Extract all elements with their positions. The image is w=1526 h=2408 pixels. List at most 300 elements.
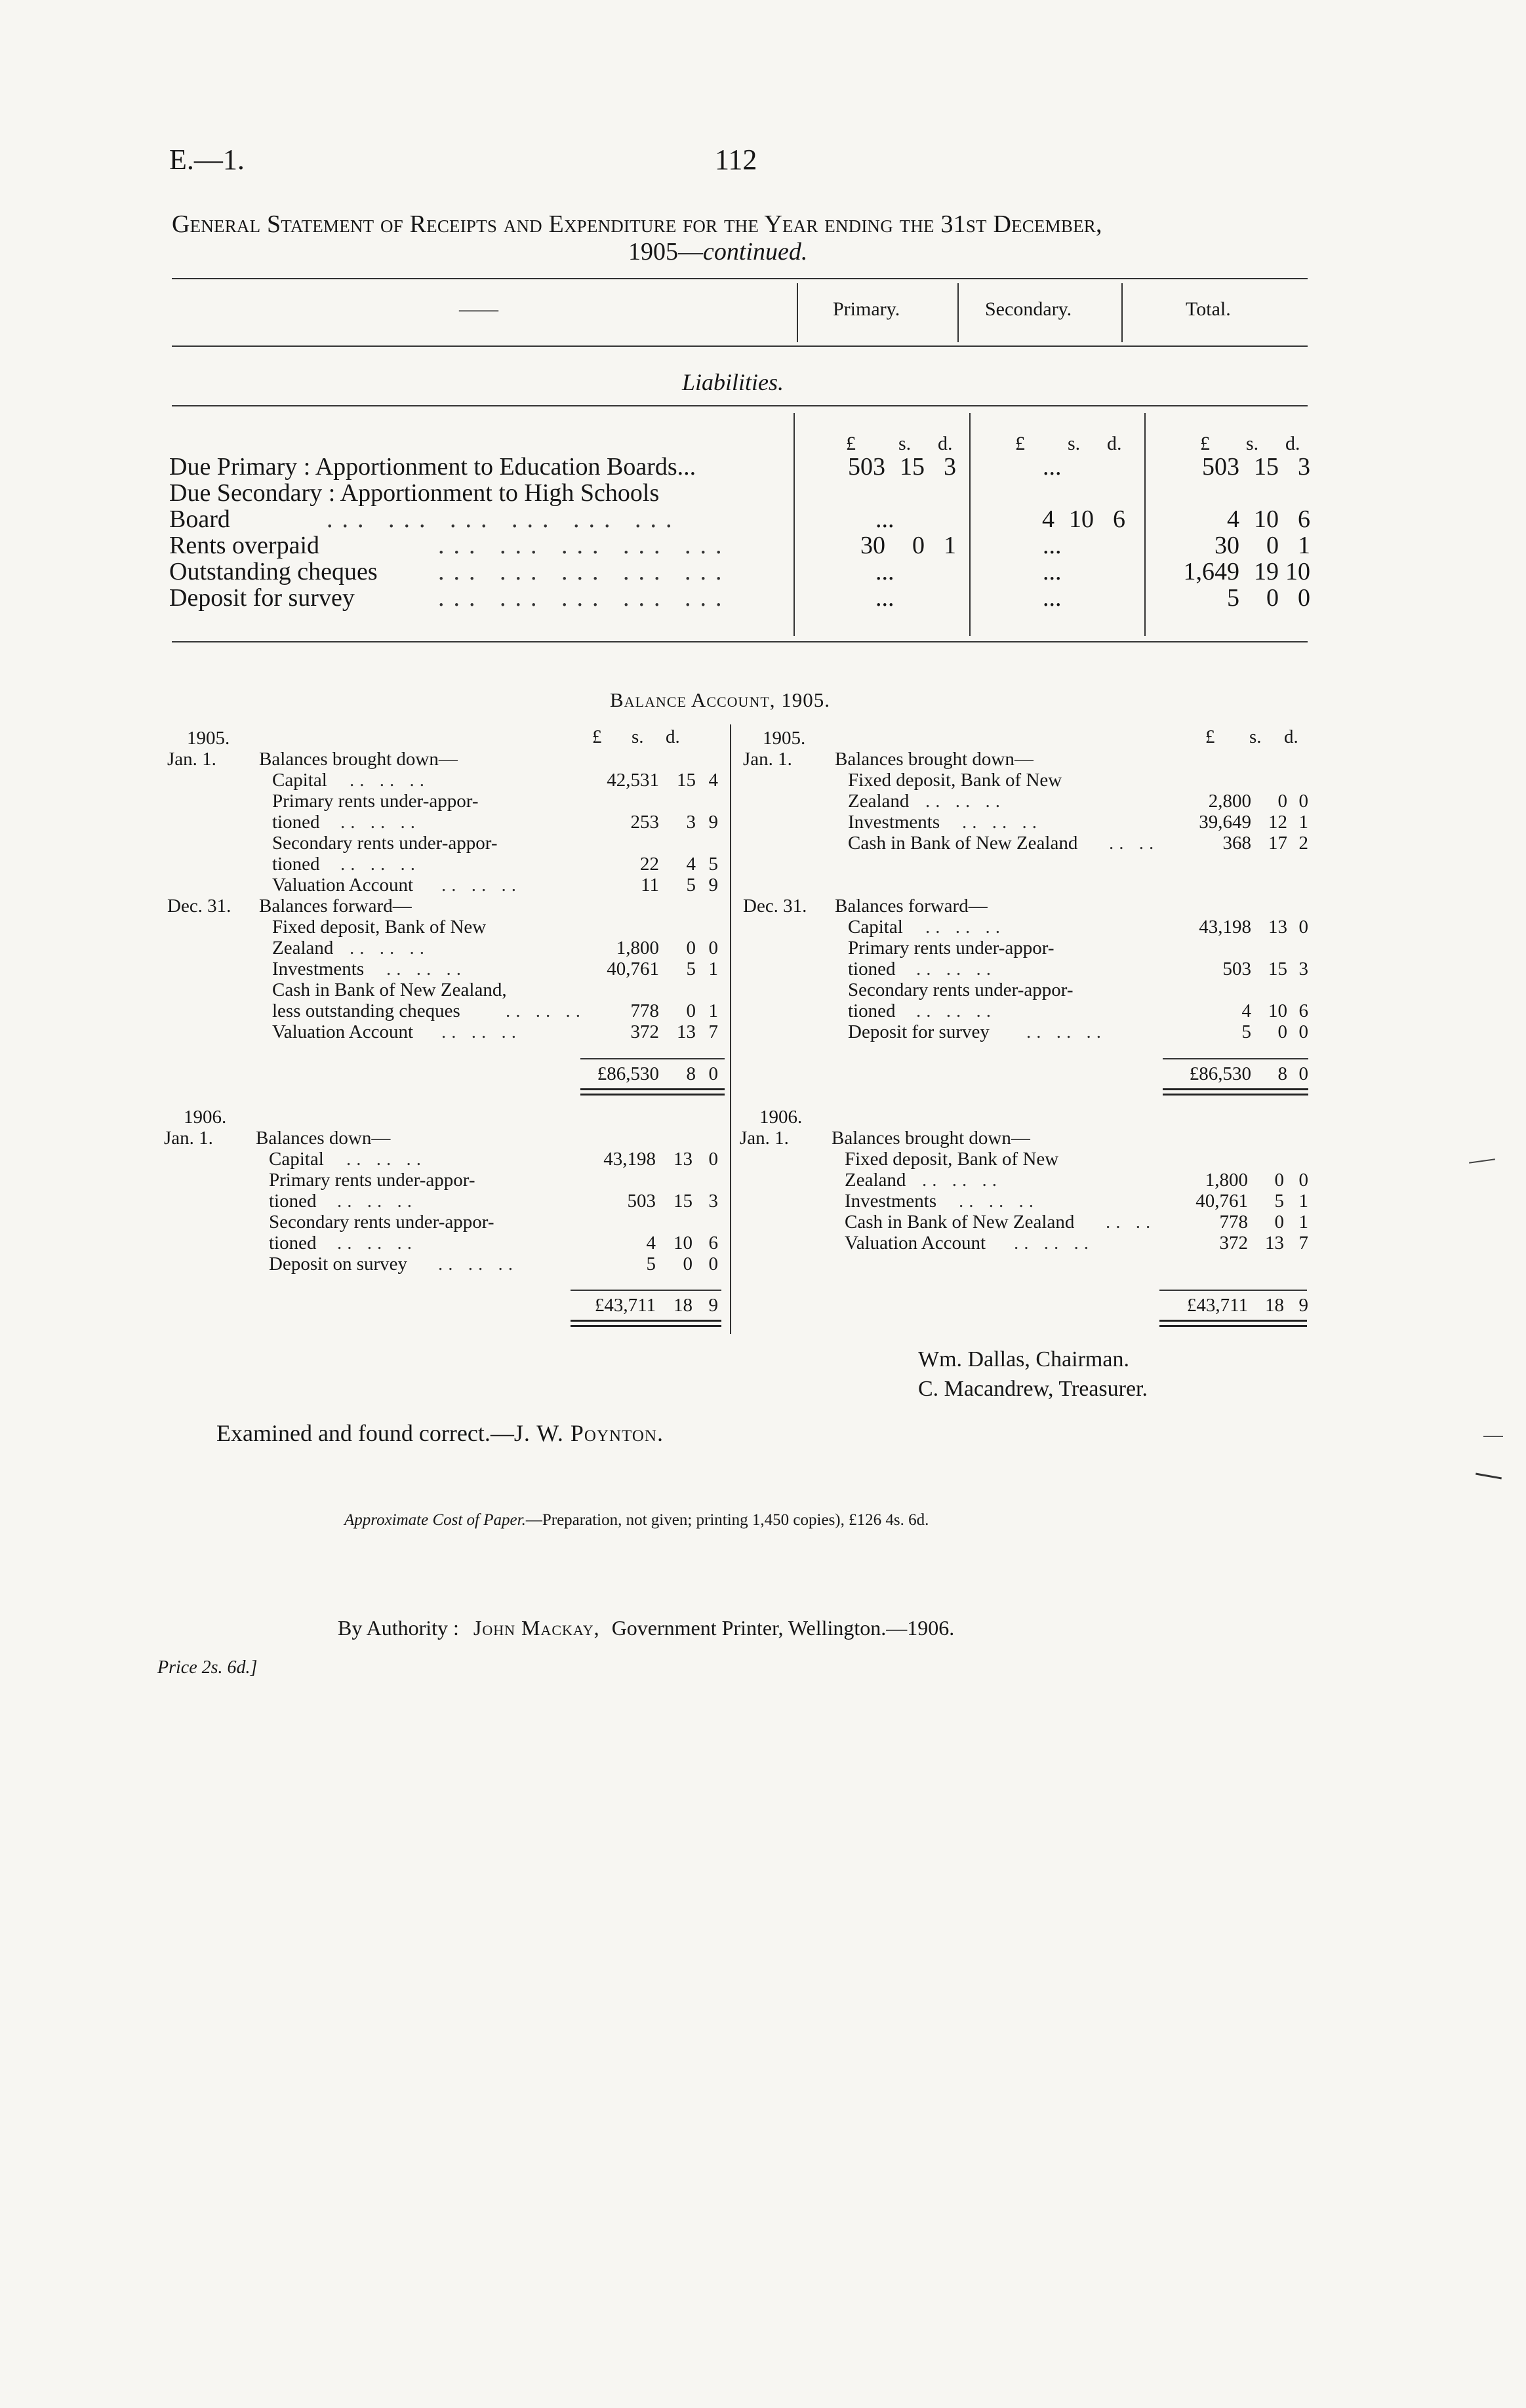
ledger-line	[743, 728, 1307, 749]
ledger-line	[167, 749, 725, 770]
examined-text: Examined and found correct.—	[216, 1420, 514, 1446]
total-pounds: 4	[1227, 505, 1239, 533]
ledger-line	[743, 749, 1307, 770]
ledger-text: Balances down—	[256, 1128, 391, 1149]
amount-shillings: 0	[683, 1253, 693, 1274]
dot-leader: .. ..	[1109, 833, 1159, 854]
amount-pence: 3	[1298, 958, 1308, 979]
ledger-text: Balances brought down—	[259, 749, 458, 770]
ledger-text: Cash in Bank of New Zealand	[845, 1212, 1075, 1233]
primary-pence: 3	[944, 453, 956, 481]
ledger-line	[743, 958, 1307, 979]
dot-leader: .. .. ..	[916, 958, 996, 979]
ledger-line	[743, 854, 1307, 875]
liabilities-bottom-rule	[172, 641, 1308, 642]
amount-shillings: 0	[686, 1000, 696, 1021]
balance-center-divider	[730, 724, 731, 1334]
amount-pounds: 40,761	[607, 958, 659, 979]
dot-leader: .. .. ..	[386, 958, 466, 979]
amount-shillings: 12	[1268, 812, 1287, 833]
amount-pounds: 503	[627, 1191, 656, 1212]
dot-leader: .. .. ..	[962, 812, 1042, 833]
total-shillings: 18	[673, 1295, 693, 1316]
ledger-line	[740, 1170, 1308, 1191]
amount-shillings: 13	[677, 1021, 696, 1042]
total-pounds: £43,711	[594, 1295, 656, 1316]
ledger-line	[167, 875, 725, 896]
liability-row	[169, 479, 1297, 506]
ledger-line	[164, 1128, 721, 1149]
examined-note	[216, 1419, 664, 1447]
ledger-total	[740, 1295, 1308, 1316]
ledger-text: tioned	[272, 854, 320, 875]
printer-name: John Mackay,	[473, 1616, 600, 1640]
dot-leader: ... ... ... ... ... ...	[327, 505, 681, 533]
total-top-rule	[1163, 1058, 1308, 1059]
amount-pounds: 43,198	[603, 1149, 656, 1170]
ledger-total	[167, 1063, 725, 1084]
signature-treasurer: C. Macandrew, Treasurer.	[918, 1377, 1148, 1401]
amount-pence: 9	[708, 875, 718, 896]
liability-row	[169, 452, 1310, 481]
amount-pence: 4	[708, 770, 718, 791]
amount-shillings: 15	[1268, 958, 1287, 979]
unit-pence: d.	[1284, 726, 1298, 747]
ledger-line	[167, 728, 725, 749]
signature-chairman: Wm. Dallas, Chairman.	[918, 1347, 1129, 1372]
ledger-line	[740, 1107, 1304, 1128]
total-pence: 3	[1298, 453, 1310, 481]
amount-pence: 6	[1298, 1000, 1308, 1021]
amount-shillings: 0	[686, 938, 696, 958]
ledger-line	[740, 1128, 1304, 1149]
cost-note-label: Approximate Cost of Paper.	[344, 1511, 526, 1529]
header-bottom-rule	[172, 345, 1308, 347]
dot-leader: ... ... ... ... ...	[438, 558, 731, 585]
total-pence: 9	[708, 1295, 718, 1316]
col-divider-1	[797, 283, 798, 342]
amount-pounds: 11	[641, 875, 659, 896]
scan-mark	[1469, 1158, 1495, 1164]
dot-leader: .. .. ..	[959, 1191, 1039, 1212]
dot-leader: .. .. ..	[922, 1170, 1002, 1191]
ledger-text: Valuation Account	[272, 1021, 414, 1042]
unit-shilling: s.	[1246, 433, 1259, 454]
secondary-empty-dots: ...	[1043, 453, 1062, 481]
ledger-line	[167, 770, 725, 791]
amount-pounds: 43,198	[1199, 917, 1251, 938]
authority-suffix: Government Printer, Wellington.—1906.	[611, 1616, 955, 1640]
primary-shillings: 15	[900, 453, 925, 481]
ledger-line	[167, 854, 725, 875]
ledger-total	[743, 1063, 1307, 1084]
total-double-rule	[1163, 1088, 1308, 1095]
secondary-shillings: 10	[1069, 505, 1094, 533]
total-shillings: 0	[1266, 584, 1279, 612]
ledger-text: Zealand	[272, 938, 334, 958]
cost-note-text: —Preparation, not given; printing 1,450 copies), £126 4s. 6d.	[525, 1511, 929, 1529]
total-pounds: 30	[1215, 532, 1239, 559]
total-shillings: 18	[1265, 1295, 1284, 1316]
dot-leader: .. .. ..	[337, 1233, 417, 1253]
liability-description: Outstanding cheques	[169, 558, 378, 585]
liability-description: Rents overpaid	[169, 532, 320, 559]
ledger-text: Valuation Account	[272, 875, 414, 896]
ledger-text: Deposit on survey	[269, 1253, 408, 1274]
amount-shillings: 5	[1274, 1191, 1284, 1212]
total-shillings: 8	[686, 1063, 696, 1084]
primary-pounds: 503	[848, 453, 885, 481]
total-pounds: £86,530	[597, 1063, 659, 1084]
ledger-date: Jan. 1.	[743, 749, 792, 770]
ledger-line	[743, 896, 1307, 917]
ledger-text: tioned	[848, 1000, 896, 1021]
liability-row	[169, 557, 1310, 585]
ledger-line	[164, 1253, 721, 1274]
amount-shillings: 10	[1268, 1000, 1287, 1021]
ledger-date: 1905.	[763, 728, 806, 749]
ledger-text: Zealand	[845, 1170, 906, 1191]
secondary-empty-dots: ...	[1043, 584, 1062, 612]
amount-pence: 5	[708, 854, 718, 875]
primary-shillings: 0	[912, 532, 925, 559]
dot-leader: ... ... ... ... ...	[438, 584, 731, 612]
ledger-text: tioned	[269, 1233, 317, 1253]
ledger-text: Investments	[272, 958, 365, 979]
amount-pounds: 42,531	[607, 770, 659, 791]
primary-pence: 1	[944, 532, 956, 559]
ledger-total	[164, 1295, 721, 1316]
ledger-line	[167, 917, 725, 938]
dot-leader: .. .. ..	[340, 854, 420, 875]
amount-pence: 2	[1298, 833, 1308, 854]
dot-leader: .. .. ..	[916, 1000, 996, 1021]
ledger-line	[743, 812, 1307, 833]
total-top-rule	[1159, 1290, 1307, 1291]
ledger-line	[164, 1233, 721, 1253]
cost-note	[344, 1511, 929, 1530]
amount-pounds: 22	[640, 854, 659, 875]
ledger-line	[743, 938, 1307, 958]
dot-leader: .. ..	[1106, 1212, 1156, 1233]
amount-pounds: 778	[1219, 1212, 1248, 1233]
amount-pounds: 372	[1219, 1233, 1248, 1253]
total-pence: 6	[1298, 505, 1310, 533]
amount-pence: 0	[1298, 1170, 1308, 1191]
total-pence: 0	[1298, 1063, 1308, 1084]
liability-row	[169, 505, 1310, 533]
ledger-date: Dec. 31.	[167, 896, 231, 917]
col-divider-3	[1121, 283, 1123, 342]
ledger-text: Valuation Account	[845, 1233, 986, 1253]
unit-pence: d.	[938, 433, 953, 454]
unit-shilling: s.	[632, 726, 644, 747]
unit-pound: £	[846, 433, 856, 454]
ledger-text: Balances forward—	[835, 896, 988, 917]
amount-pounds: 1,800	[1205, 1170, 1248, 1191]
secondary-pence: 6	[1113, 505, 1125, 533]
subtitle-year: 1905—	[628, 238, 703, 266]
ledger-line	[740, 1191, 1308, 1212]
total-pounds: 503	[1202, 453, 1239, 481]
ledger-line	[164, 1149, 721, 1170]
total-top-rule	[571, 1290, 721, 1291]
ledger-line	[167, 896, 725, 917]
amount-pence: 0	[708, 1149, 718, 1170]
unit-pound: £	[592, 726, 602, 747]
dot-leader: ... ... ... ... ...	[438, 532, 731, 559]
ledger-text: Secondary rents under-appor-	[269, 1212, 494, 1233]
unit-shilling: s.	[1249, 726, 1262, 747]
amount-shillings: 15	[673, 1191, 693, 1212]
amount-pence: 1	[1298, 1212, 1308, 1233]
document-ref: E.—1.	[169, 144, 245, 176]
liability-row	[169, 583, 1310, 612]
liability-row	[169, 531, 1310, 559]
ledger-text: Cash in Bank of New Zealand,	[272, 979, 507, 1000]
ledger-line	[743, 875, 1307, 896]
subtitle-continued: continued.	[703, 238, 808, 266]
amount-pence: 9	[708, 812, 718, 833]
ledger-text: tioned	[848, 958, 896, 979]
liability-description: Due Primary : Apportionment to Education Boards...	[169, 453, 696, 481]
amount-pence: 0	[1298, 791, 1308, 812]
ledger-line	[164, 1191, 721, 1212]
ledger-text: Fixed deposit, Bank of New	[845, 1149, 1059, 1170]
ledger-line	[167, 958, 725, 979]
amount-shillings: 13	[1265, 1233, 1284, 1253]
ledger-line	[743, 791, 1307, 812]
ledger-text: Fixed deposit, Bank of New	[848, 770, 1062, 791]
ledger-date: 1905.	[187, 728, 230, 749]
total-pence: 1	[1298, 532, 1310, 559]
ledger-line	[167, 938, 725, 958]
ledger-line	[743, 917, 1307, 938]
liability-description: Deposit for survey	[169, 584, 355, 612]
unit-pence: d.	[1285, 433, 1300, 454]
ledger-text: Balances brought down—	[835, 749, 1034, 770]
ledger-date: Dec. 31.	[743, 896, 807, 917]
col-header-total: Total.	[1186, 298, 1231, 320]
secondary-pounds: 4	[1042, 505, 1054, 533]
amount-pence: 0	[708, 1253, 718, 1274]
col-header-primary: Primary.	[833, 298, 900, 320]
amount-pence: 6	[708, 1233, 718, 1253]
amount-shillings: 10	[673, 1233, 693, 1253]
amount-shillings: 5	[686, 958, 696, 979]
ledger-line	[164, 1212, 721, 1233]
amount-pence: 7	[1298, 1233, 1308, 1253]
amount-pounds: 4	[1241, 1000, 1251, 1021]
amount-pence: 3	[708, 1191, 718, 1212]
total-pence: 9	[1298, 1295, 1308, 1316]
ledger-text: Primary rents under-appor-	[269, 1170, 475, 1191]
dot-leader: .. .. ..	[346, 1149, 426, 1170]
amount-pence: 1	[708, 958, 718, 979]
ledger-line	[164, 1170, 721, 1191]
amount-pounds: 368	[1222, 833, 1251, 854]
ledger-line	[167, 979, 725, 1000]
dot-leader: .. .. ..	[350, 770, 430, 791]
ledger-date: 1906.	[759, 1107, 803, 1128]
total-pounds: £43,711	[1186, 1295, 1248, 1316]
ledger-line	[740, 1212, 1308, 1233]
total-double-rule	[1159, 1320, 1307, 1327]
total-double-rule	[571, 1320, 721, 1327]
ledger-line	[167, 1000, 725, 1021]
total-pence: 10	[1285, 558, 1310, 585]
ledger-date: Jan. 1.	[167, 749, 216, 770]
amount-shillings: 0	[1274, 1170, 1284, 1191]
ledger-line	[743, 1000, 1307, 1021]
ledger-text: less outstanding cheques	[272, 1000, 460, 1021]
liabilities-rule	[172, 405, 1308, 406]
ledger-line	[167, 1021, 725, 1042]
dot-leader: .. .. ..	[441, 875, 521, 896]
total-pounds: £86,530	[1189, 1063, 1251, 1084]
ledger-text: Primary rents under-appor-	[272, 791, 479, 812]
liability-description: Board	[169, 505, 230, 533]
ledger-line	[167, 833, 725, 854]
primary-empty-dots: ...	[875, 584, 894, 612]
total-shillings: 0	[1266, 532, 1279, 559]
dot-leader: .. .. ..	[337, 1191, 417, 1212]
price-note: Price 2s. 6d.]	[157, 1657, 258, 1678]
total-shillings: 10	[1254, 505, 1279, 533]
amount-shillings: 13	[673, 1149, 693, 1170]
amount-shillings: 13	[1268, 917, 1287, 938]
amount-pence: 0	[708, 938, 718, 958]
ledger-line	[740, 1233, 1308, 1253]
ledger-text: Balances brought down—	[832, 1128, 1030, 1149]
amount-pounds: 39,649	[1199, 812, 1251, 833]
scan-mark	[1483, 1436, 1503, 1437]
unit-shilling: s.	[898, 433, 912, 454]
amount-shillings: 15	[677, 770, 696, 791]
ledger-line	[740, 1149, 1304, 1170]
ledger-line	[743, 833, 1307, 854]
total-shillings: 19	[1254, 558, 1279, 585]
table-top-rule	[172, 278, 1308, 279]
amount-pence: 0	[1298, 1021, 1308, 1042]
unit-pound: £	[1015, 433, 1025, 454]
amount-shillings: 0	[1274, 1212, 1284, 1233]
statement-subtitle	[628, 237, 807, 266]
ledger-text: Primary rents under-appor-	[848, 938, 1054, 958]
authority-prefix: By Authority :	[338, 1616, 459, 1640]
dot-leader: .. .. ..	[1026, 1021, 1106, 1042]
amount-shillings: 4	[686, 854, 696, 875]
ledger-text: Fixed deposit, Bank of New	[272, 917, 487, 938]
ledger-line	[743, 770, 1307, 791]
dot-leader: .. .. ..	[1014, 1233, 1094, 1253]
unit-shilling: s.	[1068, 433, 1081, 454]
total-shillings: 15	[1254, 453, 1279, 481]
ledger-date: Jan. 1.	[164, 1128, 213, 1149]
primary-empty-dots: ...	[875, 558, 894, 585]
ledger-text: Secondary rents under-appor-	[272, 833, 498, 854]
total-pence: 0	[1298, 584, 1310, 612]
secondary-empty-dots: ...	[1043, 558, 1062, 585]
amount-shillings: 0	[1277, 1021, 1287, 1042]
balance-account-title: Balance Account, 1905.	[610, 688, 831, 711]
dot-leader: .. .. ..	[350, 938, 430, 958]
amount-pounds: 778	[630, 1000, 659, 1021]
ledger-line	[167, 791, 725, 812]
examiner-name: J. W. Poynton.	[513, 1420, 664, 1446]
amount-pence: 0	[1298, 917, 1308, 938]
dot-leader: .. .. ..	[438, 1253, 518, 1274]
ledger-line	[743, 979, 1307, 1000]
dot-leader: .. .. ..	[506, 1000, 586, 1021]
amount-pounds: 1,800	[616, 938, 659, 958]
total-double-rule	[580, 1088, 725, 1095]
dot-leader: .. .. ..	[441, 1021, 521, 1042]
unit-pence: d.	[1107, 433, 1122, 454]
primary-pounds: 30	[860, 532, 885, 559]
ledger-date: Jan. 1.	[740, 1128, 789, 1149]
scan-mark	[1476, 1473, 1502, 1480]
ledger-text: Capital	[848, 917, 903, 938]
amount-pounds: 40,761	[1195, 1191, 1248, 1212]
ledger-text: tioned	[272, 812, 320, 833]
ledger-text: Zealand	[848, 791, 910, 812]
amount-pence: 1	[1298, 1191, 1308, 1212]
total-pounds: 1,649	[1183, 558, 1239, 585]
amount-pounds: 503	[1222, 958, 1251, 979]
page-number: 112	[715, 144, 757, 176]
unit-pound: £	[1200, 433, 1210, 454]
secondary-empty-dots: ...	[1043, 532, 1062, 559]
amount-shillings: 17	[1268, 833, 1287, 854]
amount-pence: 1	[708, 1000, 718, 1021]
total-top-rule	[580, 1058, 725, 1059]
col-header-blank: ——	[459, 298, 498, 320]
ledger-text: Investments	[848, 812, 940, 833]
amount-shillings: 3	[686, 812, 696, 833]
amount-pounds: 5	[646, 1253, 656, 1274]
unit-pound: £	[1205, 726, 1215, 747]
dot-leader: .. .. ..	[925, 791, 1005, 812]
ledger-text: Secondary rents under-appor-	[848, 979, 1074, 1000]
ledger-line	[167, 812, 725, 833]
total-shillings: 8	[1277, 1063, 1287, 1084]
amount-pounds: 372	[630, 1021, 659, 1042]
unit-pence: d.	[666, 726, 680, 747]
liabilities-heading: Liabilities.	[682, 369, 784, 395]
ledger-line	[743, 1021, 1307, 1042]
ledger-text: Balances forward—	[259, 896, 412, 917]
amount-pence: 7	[708, 1021, 718, 1042]
statement-title: General Statement of Receipts and Expenditure for the Year ending the 31st December,	[172, 210, 1102, 238]
amount-shillings: 5	[686, 875, 696, 896]
primary-empty-dots: ...	[875, 505, 894, 533]
amount-pounds: 253	[630, 812, 659, 833]
liability-description: Due Secondary : Apportionment to High Schools	[169, 479, 660, 507]
col-divider-2	[957, 283, 959, 342]
dot-leader: .. .. ..	[925, 917, 1005, 938]
ledger-text: Capital	[269, 1149, 324, 1170]
total-pounds: 5	[1227, 584, 1239, 612]
amount-pounds: 2,800	[1208, 791, 1251, 812]
ledger-text: Deposit for survey	[848, 1021, 990, 1042]
ledger-text: tioned	[269, 1191, 317, 1212]
printer-authority	[338, 1616, 954, 1640]
ledger-text: Investments	[845, 1191, 937, 1212]
amount-pounds: 4	[646, 1233, 656, 1253]
ledger-text: Cash in Bank of New Zealand	[848, 833, 1078, 854]
ledger-line	[164, 1107, 721, 1128]
